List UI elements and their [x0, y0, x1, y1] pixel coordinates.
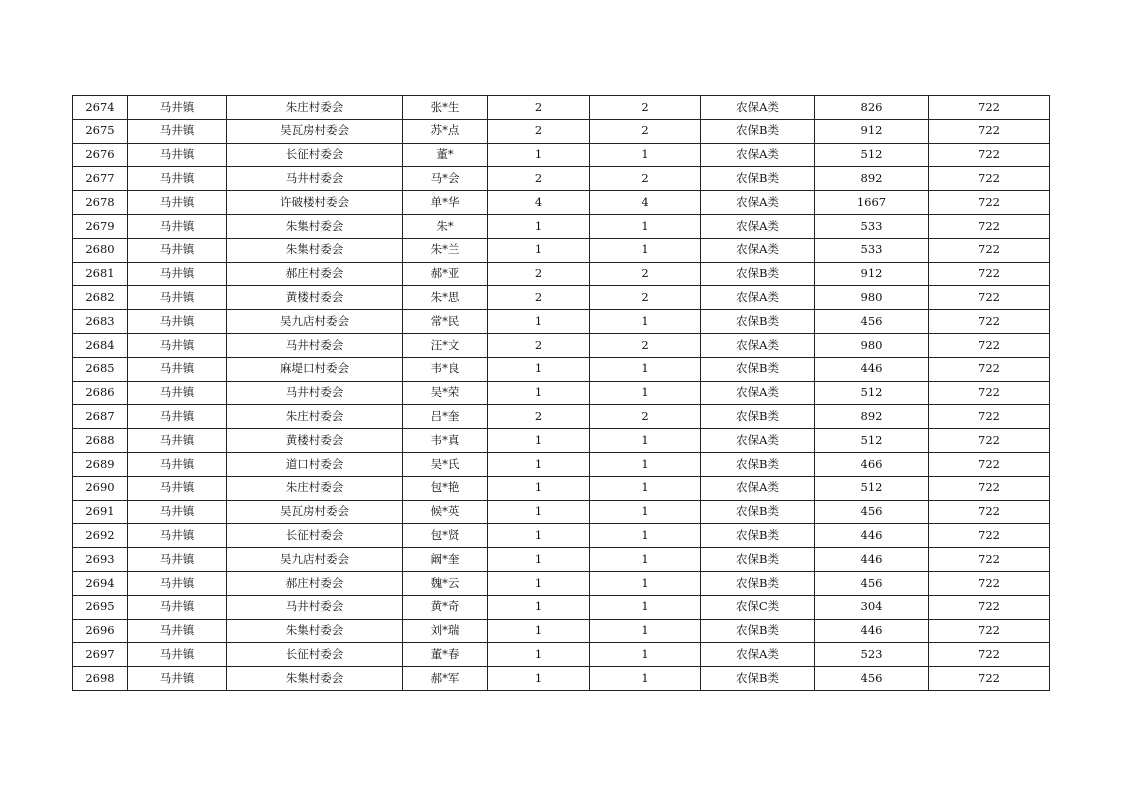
- standard-cell: 722: [929, 286, 1050, 310]
- village-committee-cell: 朱集村委会: [227, 238, 403, 262]
- standard-cell: 722: [929, 595, 1050, 619]
- name-cell: 张*生: [403, 96, 488, 120]
- household-count-cell: 2: [488, 405, 590, 429]
- name-cell: 吴*氏: [403, 452, 488, 476]
- village-committee-cell: 郝庄村委会: [227, 571, 403, 595]
- town-cell: 马井镇: [128, 262, 227, 286]
- serial-number-cell: 2687: [73, 405, 128, 429]
- household-count-cell: 1: [488, 214, 590, 238]
- town-cell: 马井镇: [128, 167, 227, 191]
- insurance-category-cell: 农保B类: [701, 405, 815, 429]
- town-cell: 马井镇: [128, 452, 227, 476]
- name-cell: 魏*云: [403, 571, 488, 595]
- table-row: [73, 191, 1050, 215]
- name-cell: 刘*瑞: [403, 619, 488, 643]
- name-cell: 包*贤: [403, 524, 488, 548]
- name-cell: 韦*真: [403, 429, 488, 453]
- person-count-cell: 1: [590, 476, 701, 500]
- table-row: [73, 238, 1050, 262]
- town-cell: 马井镇: [128, 405, 227, 429]
- serial-number-cell: 2685: [73, 357, 128, 381]
- person-count-cell: 2: [590, 262, 701, 286]
- standard-cell: 722: [929, 667, 1050, 691]
- table-row: [73, 143, 1050, 167]
- insurance-category-cell: 农保C类: [701, 595, 815, 619]
- household-count-cell: 1: [488, 500, 590, 524]
- standard-cell: 722: [929, 333, 1050, 357]
- household-count-cell: 4: [488, 191, 590, 215]
- table-row: [73, 262, 1050, 286]
- person-count-cell: 1: [590, 214, 701, 238]
- table-row: [73, 500, 1050, 524]
- town-cell: 马井镇: [128, 500, 227, 524]
- town-cell: 马井镇: [128, 643, 227, 667]
- person-count-cell: 1: [590, 452, 701, 476]
- amount-cell: 512: [815, 429, 929, 453]
- name-cell: 董*: [403, 143, 488, 167]
- village-committee-cell: 马井村委会: [227, 595, 403, 619]
- amount-cell: 446: [815, 524, 929, 548]
- standard-cell: 722: [929, 238, 1050, 262]
- village-committee-cell: 麻堤口村委会: [227, 357, 403, 381]
- serial-number-cell: 2682: [73, 286, 128, 310]
- serial-number-cell: 2678: [73, 191, 128, 215]
- amount-cell: 446: [815, 548, 929, 572]
- serial-number-cell: 2677: [73, 167, 128, 191]
- serial-number-cell: 2691: [73, 500, 128, 524]
- household-count-cell: 1: [488, 524, 590, 548]
- person-count-cell: 2: [590, 167, 701, 191]
- standard-cell: 722: [929, 143, 1050, 167]
- table-row: [73, 119, 1050, 143]
- person-count-cell: 1: [590, 500, 701, 524]
- table-row: [73, 357, 1050, 381]
- village-committee-cell: 马井村委会: [227, 381, 403, 405]
- amount-cell: 892: [815, 167, 929, 191]
- name-cell: 马*会: [403, 167, 488, 191]
- table-row: [73, 333, 1050, 357]
- table-body: [73, 96, 1050, 691]
- town-cell: 马井镇: [128, 524, 227, 548]
- town-cell: 马井镇: [128, 476, 227, 500]
- standard-cell: 722: [929, 548, 1050, 572]
- insurance-category-cell: 农保A类: [701, 191, 815, 215]
- amount-cell: 446: [815, 619, 929, 643]
- standard-cell: 722: [929, 96, 1050, 120]
- town-cell: 马井镇: [128, 143, 227, 167]
- insurance-category-cell: 农保B类: [701, 262, 815, 286]
- serial-number-cell: 2680: [73, 238, 128, 262]
- table-row: [73, 429, 1050, 453]
- amount-cell: 456: [815, 500, 929, 524]
- amount-cell: 533: [815, 238, 929, 262]
- standard-cell: 722: [929, 500, 1050, 524]
- person-count-cell: 4: [590, 191, 701, 215]
- insurance-category-cell: 农保B类: [701, 667, 815, 691]
- serial-number-cell: 2698: [73, 667, 128, 691]
- amount-cell: 304: [815, 595, 929, 619]
- household-count-cell: 1: [488, 548, 590, 572]
- village-committee-cell: 马井村委会: [227, 167, 403, 191]
- serial-number-cell: 2683: [73, 310, 128, 334]
- name-cell: 单*华: [403, 191, 488, 215]
- insurance-category-cell: 农保A类: [701, 143, 815, 167]
- insurance-category-cell: 农保B类: [701, 119, 815, 143]
- insurance-category-cell: 农保A类: [701, 214, 815, 238]
- village-committee-cell: 黄楼村委会: [227, 286, 403, 310]
- village-committee-cell: 许破楼村委会: [227, 191, 403, 215]
- standard-cell: 722: [929, 191, 1050, 215]
- village-committee-cell: 朱集村委会: [227, 667, 403, 691]
- amount-cell: 980: [815, 333, 929, 357]
- standard-cell: 722: [929, 381, 1050, 405]
- serial-number-cell: 2681: [73, 262, 128, 286]
- name-cell: 阚*奎: [403, 548, 488, 572]
- village-committee-cell: 马井村委会: [227, 333, 403, 357]
- standard-cell: 722: [929, 571, 1050, 595]
- serial-number-cell: 2676: [73, 143, 128, 167]
- serial-number-cell: 2697: [73, 643, 128, 667]
- serial-number-cell: 2690: [73, 476, 128, 500]
- amount-cell: 912: [815, 119, 929, 143]
- serial-number-cell: 2679: [73, 214, 128, 238]
- table-row: [73, 595, 1050, 619]
- standard-cell: 722: [929, 619, 1050, 643]
- town-cell: 马井镇: [128, 595, 227, 619]
- household-count-cell: 2: [488, 119, 590, 143]
- serial-number-cell: 2689: [73, 452, 128, 476]
- person-count-cell: 2: [590, 405, 701, 429]
- table-row: [73, 167, 1050, 191]
- table-row: [73, 381, 1050, 405]
- table-row: [73, 214, 1050, 238]
- household-count-cell: 1: [488, 143, 590, 167]
- amount-cell: 826: [815, 96, 929, 120]
- village-committee-cell: 吴瓦房村委会: [227, 500, 403, 524]
- name-cell: 吕*奎: [403, 405, 488, 429]
- insurance-category-cell: 农保B类: [701, 548, 815, 572]
- standard-cell: 722: [929, 119, 1050, 143]
- household-count-cell: 1: [488, 667, 590, 691]
- table-row: [73, 667, 1050, 691]
- town-cell: 马井镇: [128, 310, 227, 334]
- person-count-cell: 1: [590, 357, 701, 381]
- name-cell: 苏*点: [403, 119, 488, 143]
- village-committee-cell: 朱集村委会: [227, 214, 403, 238]
- village-committee-cell: 黄楼村委会: [227, 429, 403, 453]
- village-committee-cell: 长征村委会: [227, 143, 403, 167]
- town-cell: 马井镇: [128, 429, 227, 453]
- name-cell: 汪*文: [403, 333, 488, 357]
- amount-cell: 512: [815, 381, 929, 405]
- town-cell: 马井镇: [128, 96, 227, 120]
- name-cell: 常*民: [403, 310, 488, 334]
- table-row: [73, 96, 1050, 120]
- insurance-category-cell: 农保A类: [701, 429, 815, 453]
- table-row: [73, 286, 1050, 310]
- town-cell: 马井镇: [128, 238, 227, 262]
- amount-cell: 512: [815, 143, 929, 167]
- insurance-category-cell: 农保B类: [701, 571, 815, 595]
- town-cell: 马井镇: [128, 333, 227, 357]
- person-count-cell: 1: [590, 429, 701, 453]
- serial-number-cell: 2694: [73, 571, 128, 595]
- village-committee-cell: 道口村委会: [227, 452, 403, 476]
- name-cell: 吴*荣: [403, 381, 488, 405]
- household-count-cell: 1: [488, 357, 590, 381]
- insurance-category-cell: 农保B类: [701, 619, 815, 643]
- standard-cell: 722: [929, 167, 1050, 191]
- town-cell: 马井镇: [128, 191, 227, 215]
- name-cell: 黄*奇: [403, 595, 488, 619]
- standard-cell: 722: [929, 357, 1050, 381]
- town-cell: 马井镇: [128, 571, 227, 595]
- person-count-cell: 1: [590, 619, 701, 643]
- village-committee-cell: 长征村委会: [227, 643, 403, 667]
- village-committee-cell: 长征村委会: [227, 524, 403, 548]
- household-count-cell: 1: [488, 571, 590, 595]
- name-cell: 郝*亚: [403, 262, 488, 286]
- serial-number-cell: 2686: [73, 381, 128, 405]
- table-row: [73, 619, 1050, 643]
- town-cell: 马井镇: [128, 214, 227, 238]
- household-count-cell: 2: [488, 167, 590, 191]
- household-count-cell: 1: [488, 643, 590, 667]
- name-cell: 郝*军: [403, 667, 488, 691]
- insurance-category-cell: 农保A类: [701, 381, 815, 405]
- insurance-category-cell: 农保B类: [701, 452, 815, 476]
- person-count-cell: 1: [590, 595, 701, 619]
- data-table: [72, 95, 1050, 691]
- standard-cell: 722: [929, 452, 1050, 476]
- town-cell: 马井镇: [128, 357, 227, 381]
- serial-number-cell: 2688: [73, 429, 128, 453]
- table-row: [73, 452, 1050, 476]
- amount-cell: 912: [815, 262, 929, 286]
- serial-number-cell: 2684: [73, 333, 128, 357]
- table-row: [73, 548, 1050, 572]
- standard-cell: 722: [929, 643, 1050, 667]
- amount-cell: 512: [815, 476, 929, 500]
- standard-cell: 722: [929, 476, 1050, 500]
- name-cell: 朱*: [403, 214, 488, 238]
- insurance-category-cell: 农保B类: [701, 500, 815, 524]
- amount-cell: 892: [815, 405, 929, 429]
- village-committee-cell: 郝庄村委会: [227, 262, 403, 286]
- serial-number-cell: 2695: [73, 595, 128, 619]
- person-count-cell: 1: [590, 548, 701, 572]
- person-count-cell: 1: [590, 381, 701, 405]
- amount-cell: 446: [815, 357, 929, 381]
- insurance-category-cell: 农保A类: [701, 333, 815, 357]
- person-count-cell: 1: [590, 524, 701, 548]
- household-count-cell: 1: [488, 452, 590, 476]
- serial-number-cell: 2674: [73, 96, 128, 120]
- standard-cell: 722: [929, 262, 1050, 286]
- table-row: [73, 643, 1050, 667]
- name-cell: 朱*思: [403, 286, 488, 310]
- table-row: [73, 571, 1050, 595]
- person-count-cell: 2: [590, 119, 701, 143]
- person-count-cell: 2: [590, 286, 701, 310]
- insurance-category-cell: 农保B类: [701, 524, 815, 548]
- amount-cell: 456: [815, 667, 929, 691]
- town-cell: 马井镇: [128, 548, 227, 572]
- serial-number-cell: 2675: [73, 119, 128, 143]
- household-count-cell: 2: [488, 96, 590, 120]
- person-count-cell: 1: [590, 643, 701, 667]
- person-count-cell: 1: [590, 310, 701, 334]
- person-count-cell: 2: [590, 333, 701, 357]
- serial-number-cell: 2693: [73, 548, 128, 572]
- insurance-category-cell: 农保B类: [701, 167, 815, 191]
- insurance-category-cell: 农保B类: [701, 310, 815, 334]
- amount-cell: 456: [815, 310, 929, 334]
- insurance-category-cell: 农保B类: [701, 357, 815, 381]
- village-committee-cell: 吴瓦房村委会: [227, 119, 403, 143]
- household-count-cell: 1: [488, 310, 590, 334]
- serial-number-cell: 2692: [73, 524, 128, 548]
- standard-cell: 722: [929, 310, 1050, 334]
- person-count-cell: 1: [590, 143, 701, 167]
- amount-cell: 980: [815, 286, 929, 310]
- person-count-cell: 1: [590, 667, 701, 691]
- standard-cell: 722: [929, 405, 1050, 429]
- household-count-cell: 1: [488, 381, 590, 405]
- table-row: [73, 524, 1050, 548]
- village-committee-cell: 吴九店村委会: [227, 310, 403, 334]
- insurance-category-cell: 农保A类: [701, 96, 815, 120]
- village-committee-cell: 朱庄村委会: [227, 405, 403, 429]
- household-count-cell: 1: [488, 476, 590, 500]
- name-cell: 韦*良: [403, 357, 488, 381]
- insurance-category-cell: 农保A类: [701, 286, 815, 310]
- standard-cell: 722: [929, 524, 1050, 548]
- table-row: [73, 476, 1050, 500]
- person-count-cell: 1: [590, 571, 701, 595]
- town-cell: 马井镇: [128, 667, 227, 691]
- name-cell: 董*春: [403, 643, 488, 667]
- amount-cell: 533: [815, 214, 929, 238]
- amount-cell: 466: [815, 452, 929, 476]
- village-committee-cell: 吴九店村委会: [227, 548, 403, 572]
- household-count-cell: 1: [488, 238, 590, 262]
- town-cell: 马井镇: [128, 286, 227, 310]
- name-cell: 包*艳: [403, 476, 488, 500]
- amount-cell: 456: [815, 571, 929, 595]
- serial-number-cell: 2696: [73, 619, 128, 643]
- town-cell: 马井镇: [128, 381, 227, 405]
- town-cell: 马井镇: [128, 119, 227, 143]
- town-cell: 马井镇: [128, 619, 227, 643]
- person-count-cell: 2: [590, 96, 701, 120]
- name-cell: 候*英: [403, 500, 488, 524]
- household-count-cell: 2: [488, 286, 590, 310]
- village-committee-cell: 朱集村委会: [227, 619, 403, 643]
- household-count-cell: 2: [488, 262, 590, 286]
- person-count-cell: 1: [590, 238, 701, 262]
- insurance-category-cell: 农保A类: [701, 643, 815, 667]
- table-row: [73, 310, 1050, 334]
- amount-cell: 523: [815, 643, 929, 667]
- standard-cell: 722: [929, 429, 1050, 453]
- name-cell: 朱*兰: [403, 238, 488, 262]
- insurance-category-cell: 农保A类: [701, 238, 815, 262]
- village-committee-cell: 朱庄村委会: [227, 476, 403, 500]
- table-row: [73, 405, 1050, 429]
- household-count-cell: 2: [488, 333, 590, 357]
- insurance-category-cell: 农保A类: [701, 476, 815, 500]
- household-count-cell: 1: [488, 429, 590, 453]
- standard-cell: 722: [929, 214, 1050, 238]
- amount-cell: 1667: [815, 191, 929, 215]
- household-count-cell: 1: [488, 595, 590, 619]
- village-committee-cell: 朱庄村委会: [227, 96, 403, 120]
- household-count-cell: 1: [488, 619, 590, 643]
